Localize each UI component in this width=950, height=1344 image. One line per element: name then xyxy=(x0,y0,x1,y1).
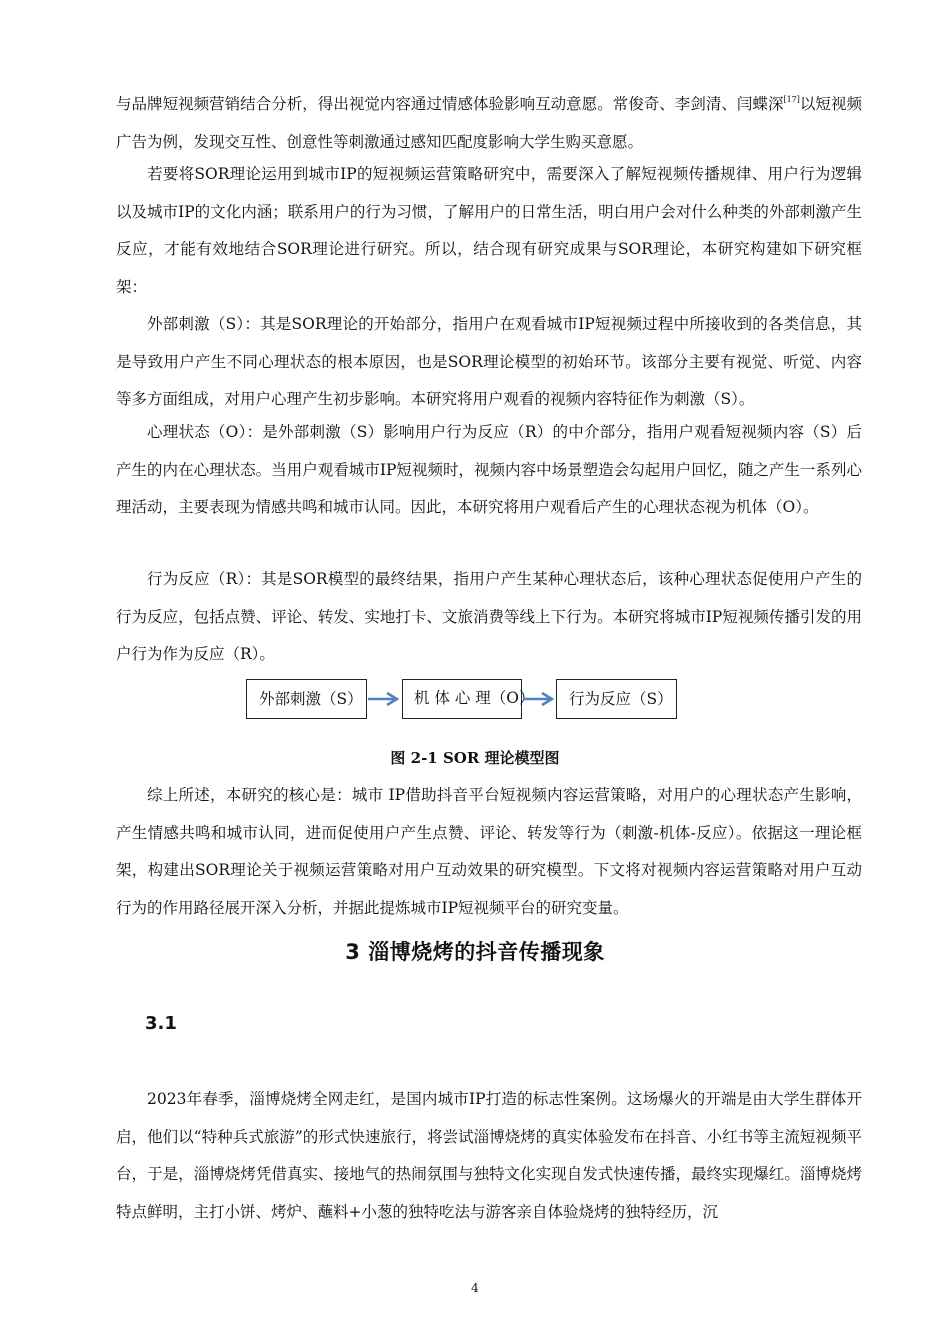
paragraph-organism: 心理状态（O）：是外部刺激（S）影响用户行为反应（R）的中介部分，指用户观看短视频内容（S）后产生的内在心理状态。当用户观看城市IP短视频时，视频内容中场景塑造会勾起用户回忆，随之产生一系列心理活动，主要表现为情感共鸣和城市认同。因此，本研究将用户观看后产生的心理状态视为机体（O）。 xyxy=(116,423,862,517)
paragraph-2: 若要将SOR理论运用到城市IP的短视频运营策略研究中，需要深入了解短视频传播规律、用户行为逻辑以及城市IP的文化内涵；联系用户的行为习惯，了解用户的日常生活，明白用户会对什么种类的外部刺激产生反应，才能有效地结合SOR理论进行研究。所以，结合现有研究成果与SOR理论，本研究构建如下研究框架： xyxy=(116,165,862,296)
arrow-right-icon xyxy=(522,689,558,709)
diagram-box-response: 行为反应（S） xyxy=(556,679,677,719)
diagram-box-organism: 机 体 心 理（O） xyxy=(402,679,522,719)
page-number: 4 xyxy=(471,1281,479,1295)
figure-caption: 图 2-1 SOR 理论模型图 xyxy=(390,749,560,767)
chapter-heading: 3 淄博烧烤的抖音传播现象 xyxy=(345,940,605,964)
paragraph-response: 行为反应（R）：其是SOR模型的最终结果，指用户产生某种心理状态后，该种心理状态促使用户产生的行为反应，包括点赞、评论、转发、实地打卡、文旅消费等线上下行为。本研究将城市IP短视频传播引发的用户行为作为反应（R）。 xyxy=(116,570,862,664)
section-heading: 3.1 xyxy=(145,1013,177,1034)
arrow-right-icon xyxy=(367,689,403,709)
diagram-box-stimulus: 外部刺激（S） xyxy=(246,679,367,719)
paragraph-summary: 综上所述，本研究的核心是：城市 IP借助抖音平台短视频内容运营策略，对用户的心理状态产生影响，产生情感共鸣和城市认同，进而促使用户产生点赞、评论、转发等行为（刺激-机体-反应）。依据这一理论框架，构建出SOR理论关于视频运营策略对用户互动效果的研究模型。下文将对视频内容运营策略对用户互动行为的作用路径展开深入分析，并据此提炼城市IP短视频平台的研究变量。 xyxy=(116,786,862,917)
paragraph-stimulus: 外部刺激（S）：其是SOR理论的开始部分，指用户在观看城市IP短视频过程中所接收到的各类信息，其是导致用户产生不同心理状态的根本原因，也是SOR理论模型的初始环节。该部分主要有视觉、听觉、内容等多方面组成，对用户心理产生初步影响。本研究将用户观看的视频内容特征作为刺激（S）。 xyxy=(116,315,862,409)
citation-17[interactable]: [17] xyxy=(783,95,800,104)
paragraph-1-text-b: 以短视频广告为例，发现交互性、创意性等刺激通过感知匹配度影响大学生购买意愿。 xyxy=(116,95,862,151)
paragraph-1-text-a: 与品牌短视频营销结合分析，得出视觉内容通过情感体验影响互动意愿。常俊奇、李剑清、闫蝶深 xyxy=(116,95,784,113)
paragraph-1 xyxy=(116,86,862,161)
paragraph-zibo: 2023年春季，淄博烧烤全网走红，是国内城市IP打造的标志性案例。这场爆火的开端是由大学生群体开启，他们以“特种兵式旅游”的形式快速旅行，将尝试淄博烧烤的真实体验发布在抖音、小红书等主流短视频平台，于是，淄博烧烤凭借真实、接地气的热闹氛围与独特文化实现自发式快速传播，最终实现爆红。淄博烧烤特点鲜明，主打小饼、烤炉、蘸料+小葱的独特吃法与游客亲自体验烧烤的独特经历，沉 xyxy=(116,1090,862,1221)
